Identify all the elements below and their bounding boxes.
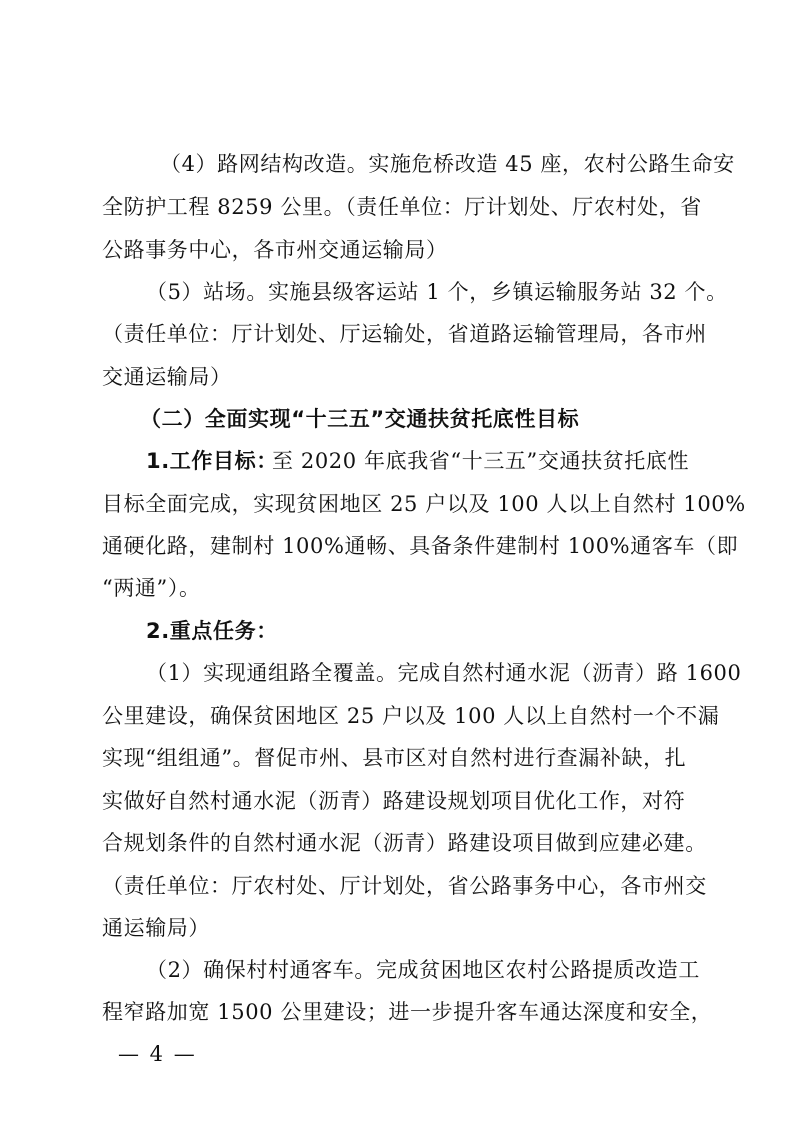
paragraph-line: 合规划条件的自然村通水泥（沥青）路建设项目做到应建必建。 [102, 831, 707, 855]
paragraph-line: （1）实现通组路全覆盖。完成自然村通水泥（沥青）路 1600 [146, 661, 742, 685]
paragraph-line: 公路事务中心，各市州交通运输局） [102, 238, 448, 262]
paragraph-line: （责任单位：厅农村处、厅计划处，省公路事务中心，各市州交 [102, 874, 707, 898]
paragraph-line: 通运输局） [102, 916, 210, 940]
paragraph-line: 至 2020 年底我省“十三五”交通扶贫托底性 [272, 449, 690, 473]
page-number: — 4 — [118, 1042, 197, 1066]
paragraph-line: 实做好自然村通水泥（沥青）路建设规划项目优化工作，对符 [102, 789, 686, 813]
paragraph-line: 程窄路加宽 1500 公里建设；进一步提升客车通达深度和安全， [102, 1000, 713, 1024]
paragraph-line: 公里建设，确保贫困地区 25 户以及 100 人以上自然村一个不漏 [102, 704, 720, 728]
paragraph-line: 交通运输局） [102, 365, 232, 389]
paragraph-line: 实现“组组通”。督促市州、县市区对自然村进行查漏补缺，扎 [102, 746, 687, 770]
paragraph-line: （5）站场。实施县级客运站 1 个，乡镇运输服务站 32 个。 [146, 280, 728, 304]
paragraph-line: （4）路网结构改造。实施危桥改造 45 座，农村公路生命安 [160, 152, 735, 176]
section-heading: （二）全面实现“十三五”交通扶贫托底性目标 [140, 407, 580, 431]
paragraph-line: （责任单位：厅计划处、厅运输处，省道路运输管理局，各市州 [102, 322, 707, 346]
paragraph-line: “两通”）。 [102, 576, 201, 600]
paragraph-line: （2）确保村村通客车。完成贫困地区农村公路提质改造工 [146, 958, 700, 982]
paragraph-line: 全防护工程 8259 公里。（责任单位：厅计划处、厅农村处，省 [102, 195, 702, 219]
paragraph-line: 通硬化路，建制村 100%通畅、具备条件建制村 100%通客车（即 [102, 534, 739, 558]
subheading-work-goal: 1.工作目标： [146, 449, 278, 473]
subheading-key-tasks: 2.重点任务： [146, 619, 278, 643]
paragraph-line: 目标全面完成，实现贫困地区 25 户以及 100 人以上自然村 100% [102, 492, 746, 516]
